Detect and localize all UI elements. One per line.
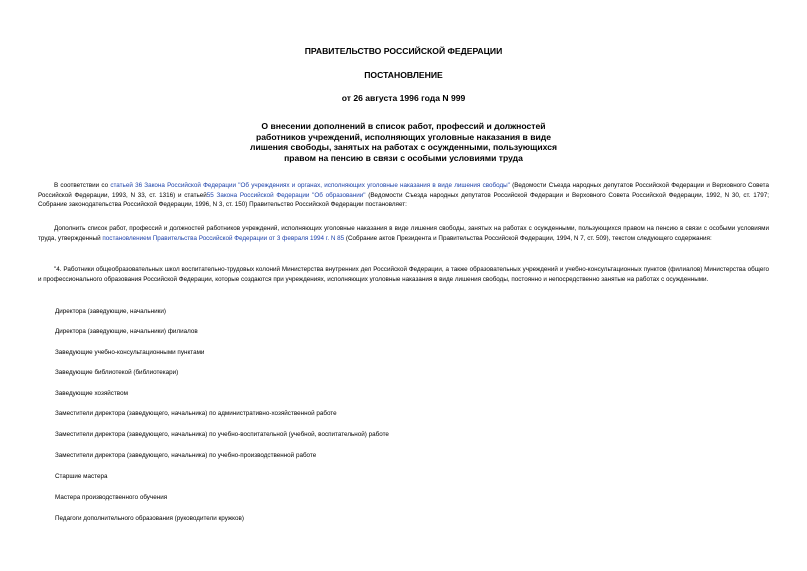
paragraph-amendment	[38, 224, 769, 243]
law-education-link[interactable]: 55 Закона Российской Федерации "Об образовании"	[206, 191, 366, 199]
list-item: Педагоги дополнительного образования (руководители кружков)	[55, 515, 244, 522]
paragraph-item-4: "4. Работники общеобразовательных школ воспитательно-трудовых колоний Министерства внутренних дел Российской Федерации, а также образовательных учреждений и учебно-консультационных пунктов (филиалов) Министерства общего и профессионального образования Российской Федерации, которые создаются при учреждениях, исполняющих уголовные наказания в виде лишения свободы, постоянно и непосредственно занятые на работах с осужденными.	[38, 266, 769, 283]
paragraph-text: Дополнить список работ, профессий и должностей работников учреждений, исполняющих уголовные наказания в виде лишения свободы, занятых на работах с осужденными, пользующихся правом на пенсию в связи с особыми условиями труда, утвержденный	[38, 225, 769, 242]
list-item: Старшие мастера	[55, 473, 108, 480]
title-line: О внесении дополнений в список работ, профессий и должностей	[261, 121, 546, 131]
paragraph-text: В соответствии со	[54, 182, 111, 189]
paragraph-text: (Собрание актов Президента и Правительства Российской Федерации, 1994, N 7, ст. 509), текстом следующего содержания:	[344, 234, 712, 242]
list-item: Заведующие библиотекой (библиотекари)	[55, 369, 179, 376]
list-item: Мастера производственного обучения	[55, 494, 168, 501]
list-item: Директора (заведующие, начальники)	[55, 308, 166, 315]
title-line: работников учреждений, исполняющих уголовные наказания в виде	[256, 131, 551, 142]
document-type-heading: ПОСТАНОВЛЕНИЕ	[364, 70, 443, 80]
list-item: Заместители директора (заведующего, начальника) по административно-хозяйственной работе	[55, 410, 337, 417]
list-item: Заместители директора (заведующего, начальника) по учебно-производственной работе	[55, 452, 317, 459]
paragraph-text: (Ведомости Съезда народных депутатов Российской Федерации и Верховного Совета Российской Федерации, 1993, N 33, ст. 1316) и статьей	[38, 182, 769, 199]
list-item: Заведующие учебно-консультационными пунктами	[55, 349, 205, 356]
paragraph-text: (Ведомости Съезда народных депутатов Российской Федерации и Верховного Совета Российской Федерации, 1992, N 30, ст. 1797; Собрание законодательства Российской Федерации, 1996, N 3, ст. 150) Правительство Российской Федерации постановляет:	[38, 191, 770, 209]
list-item: Директора (заведующие, начальники) филиалов	[55, 328, 198, 335]
paragraph-preamble	[38, 181, 769, 210]
title-line: правом на пенсию в связи с особыми условиями труда	[284, 152, 523, 163]
resolution-85-link[interactable]: постановлением Правительства Российской Федерации от 3 февраля 1994 г. N 85	[102, 234, 345, 242]
date-number-heading: от 26 августа 1996 года N 999	[341, 93, 466, 103]
list-item: Заместители директора (заведующего, начальника) по учебно-воспитательной (учебной, воспитательной) работе	[55, 431, 389, 438]
law-36-link[interactable]: статьей 36 Закона Российской Федерации "Об учреждениях и органах, исполняющих уголовные наказания в виде лишения свободы"	[110, 182, 510, 189]
list-item: Заведующие хозяйством	[55, 390, 128, 397]
document-title	[0, 121, 807, 163]
government-heading: ПРАВИТЕЛЬСТВО РОССИЙСКОЙ ФЕДЕРАЦИИ	[304, 46, 503, 56]
title-line: лишения свободы, занятых на работах с осужденными, пользующихся	[250, 142, 557, 153]
